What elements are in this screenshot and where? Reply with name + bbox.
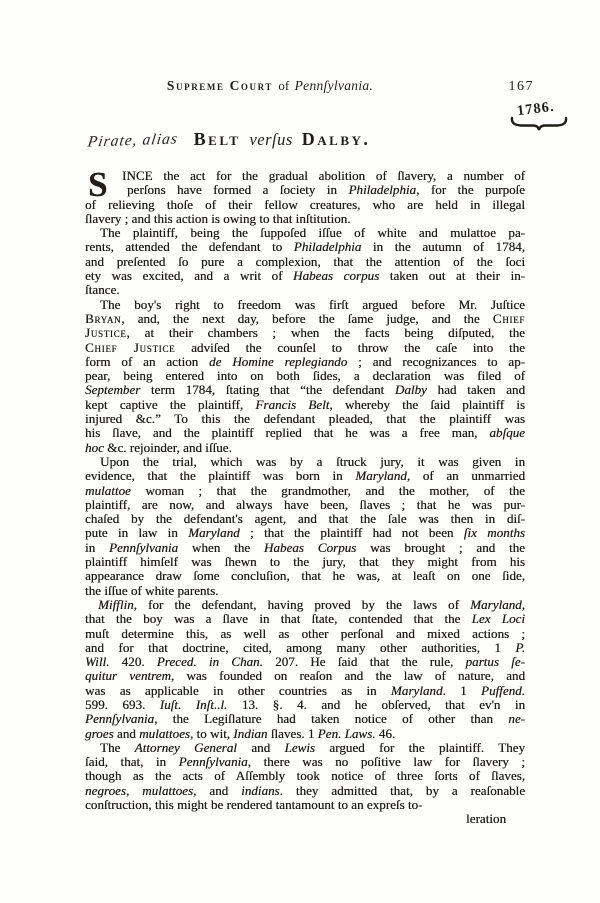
text-line: plaintiff himſelf was ſhewn to the jury, that they might from his	[85, 554, 525, 570]
text-line: pear, being entered into on both ſides, a declaration was filed of	[85, 368, 525, 384]
text-line: though as the acts of Aſſembly took notice of three ſorts of ſlaves,	[85, 768, 525, 784]
text-line: Mifflin, for the defendant, having proved by the laws of Maryland,	[98, 596, 525, 612]
text-line: perſons have formed a ſociety in Philadelphia, for the purpoſe	[127, 182, 525, 198]
paragraph	[85, 298, 525, 455]
case-title-defendant: Dalby.	[301, 129, 371, 149]
drop-cap: S	[88, 165, 108, 204]
text-line: negroes, mulattoes, and indians. they admitted that, by a reaſonable	[85, 782, 526, 798]
case-title-versus: verſus	[249, 130, 293, 149]
paragraph	[85, 741, 525, 812]
running-head	[0, 78, 540, 94]
text-line: quitur ventrem, was founded on reaſon and the law of nature, and	[85, 668, 525, 684]
paragraph	[85, 455, 525, 598]
text-line: Will. 420. Preced. in Chan. 207. He ſaid that the rule, partus ſe-	[85, 654, 525, 670]
body-text	[85, 165, 526, 827]
text-line: The boy's right to freedom was firſt argued before Mr. Juſtice	[100, 296, 525, 312]
paragraph	[85, 165, 525, 226]
text-line: appearance draw ſome concluſion, that he was, at leaſt on one ſide,	[85, 568, 525, 584]
text-line: 599. 693. Iuſt. Inſt..l. 13. §. 4. and he obſerved, that ev'n in	[85, 696, 526, 712]
text-line: evidence, that the plaintiff was born in Maryland, of an unmarried	[85, 468, 525, 484]
text-line: conſtruction, this might be rendered tantamount to an expreſs to-	[85, 797, 423, 813]
running-head-jurisdiction: Pennſylvania.	[294, 78, 374, 93]
text-line: September term 1784, ſtating that “the defendant Dalby had taken and	[85, 382, 525, 398]
text-line: and for that doctrine, cited, among many other authorities, 1 P.	[85, 639, 525, 655]
text-line: and preſented ſo pure a complexion, that the attention of the ſoci	[85, 253, 525, 269]
text-line: ſtance.	[85, 282, 120, 298]
text-line: INCE the act for the gradual abolition of ſlavery, a number of	[122, 168, 525, 183]
text-line: ſaid, that, in Pennſylvania, there was no poſitive law for ſlavery ;	[85, 754, 525, 770]
catchword: leration	[466, 811, 506, 827]
text-line: the iſſue of white parents.	[85, 582, 219, 598]
margin-year-note: 1786.	[516, 98, 556, 120]
paragraph	[85, 598, 525, 741]
text-line: Bryan, and, the next day, before the ſame judge, and the Chief	[85, 310, 525, 326]
text-line: injured &c.” To this the defendant pleaded, that the plaintiff was	[85, 411, 525, 427]
paragraph	[85, 226, 525, 297]
text-line: of relieving thoſe of their fellow creatures, who are held in illegal	[85, 196, 525, 212]
text-line: form of an action de Homine replegiando ; and recognizances to ap-	[85, 353, 526, 369]
text-line: mulattoe woman ; that the grandmother, and the mother, of the	[85, 482, 525, 498]
text-line: his ſlave, and the plaintiff replied that he was a free man, abſque	[85, 425, 525, 441]
text-line: Pennſylvania, the Legiſlature had taken notice of other than ne-	[85, 711, 525, 727]
text-line: Justice, at their chambers ; when the facts being diſputed, the	[85, 325, 525, 341]
text-line: Chief Justice adviſed the counſel to throw the caſe into the	[85, 339, 525, 355]
text-line: ſlavery ; and this action is owing to that inſtitution.	[85, 210, 351, 226]
running-head-court: Supreme Court	[166, 78, 274, 93]
text-line: muſt determine this, as well as other perſonal and mixed actions ;	[85, 625, 525, 641]
catchword-row	[85, 812, 525, 826]
text-line: that the boy was a ſlave in that ſtate, contended that the Lex Loci	[85, 611, 525, 627]
case-title	[88, 129, 528, 150]
case-title-plaintiff: Belt	[193, 129, 241, 149]
text-line: groes and mulattoes, to wit, Indian ſlaves. 1 Pen. Laws. 46.	[85, 725, 396, 741]
text-line: kept captive the plaintiff, Francis Belt, whereby the ſaid plaintiff is	[85, 396, 525, 412]
text-line: ety was excited, and a writ of Habeas corpus taken out at their in-	[85, 268, 525, 284]
text-line: chaſed by the defendant's agent, and that the ſale was then in diſ-	[85, 511, 525, 527]
handwritten-annotation: Pirate, alias	[86, 130, 180, 151]
text-line: rents, attended the defendant to Philadelphia in the autumn of 1784,	[85, 239, 525, 255]
text-line: The plaintiff, being the ſuppoſed iſſue of white and mulattoe pa-	[100, 225, 525, 241]
text-line: plaintiff, are now, and always have been, ſlaves ; that he was pur-	[85, 496, 525, 512]
text-line: pute in law in Maryland ; that the plaintiff had not been ſix months	[85, 525, 525, 541]
text-line: was as applicable in other countries as in Maryland. 1 Puffend.	[85, 682, 525, 698]
running-head-of: of	[278, 78, 290, 93]
text-line: The Attorney General and Lewis argued for the plaintiff. They	[100, 739, 526, 755]
text-line: hoc &c. rejoinder, and iſſue.	[85, 439, 232, 455]
page-number: 167	[508, 79, 534, 94]
text-line: Upon the trial, which was by a ſtruck jury, it was given in	[100, 453, 525, 469]
text-line: in Pennſylvania when the Habeas Corpus was brought ; and the	[85, 539, 525, 555]
